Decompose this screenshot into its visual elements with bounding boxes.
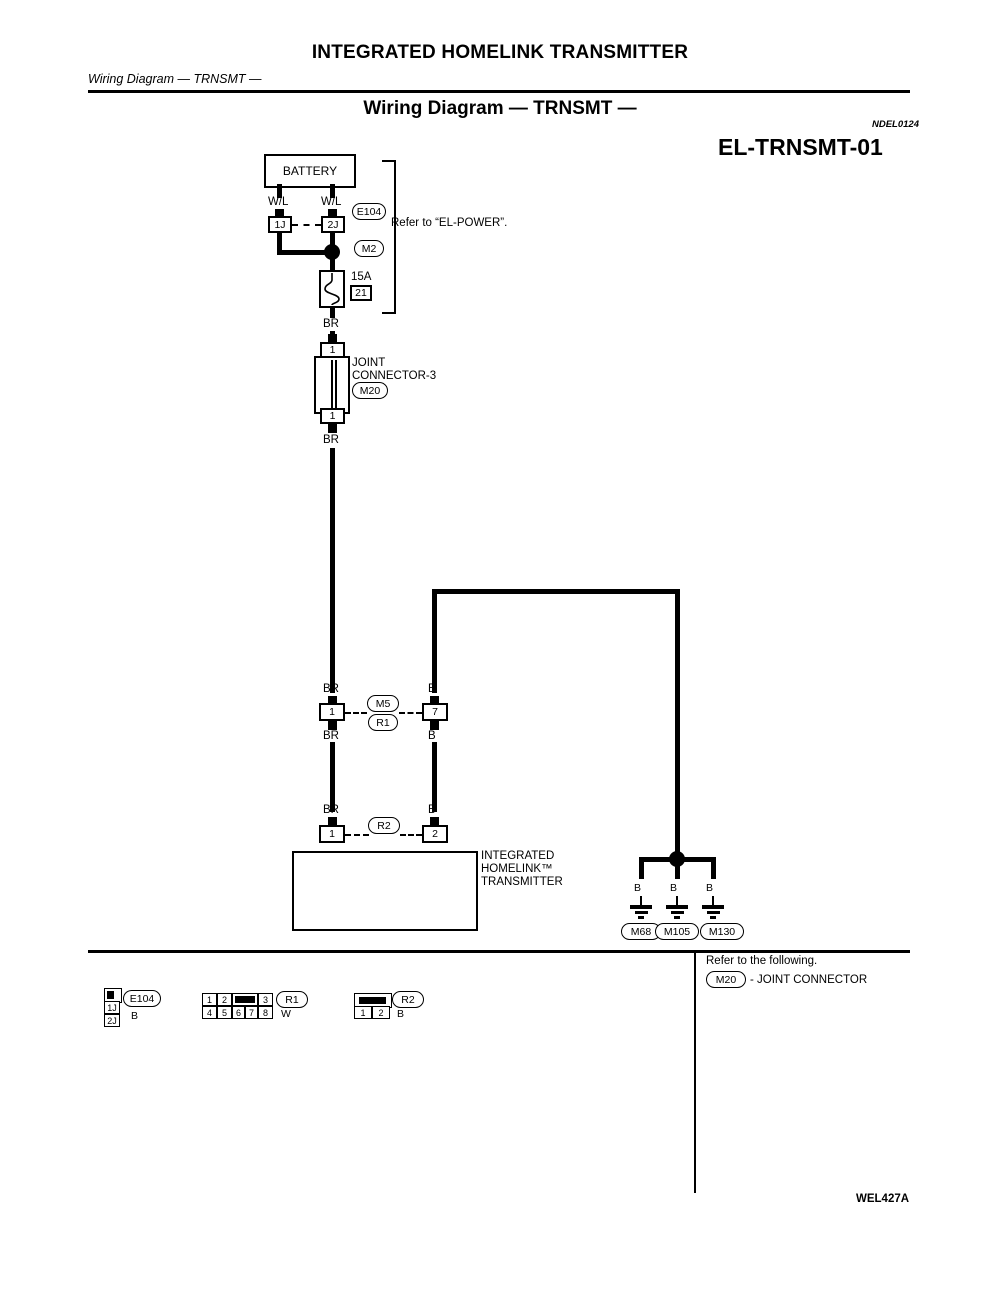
- joint-connector-body: [314, 356, 350, 414]
- bubble-r2-label: R2: [377, 819, 391, 832]
- connector-pin-m5-right: [422, 703, 448, 721]
- ground-wire-label-1: B: [670, 882, 678, 894]
- wire-label-wl-left: W/L: [268, 196, 289, 208]
- fuse-box: [319, 270, 345, 308]
- bubble-m2: [354, 240, 384, 257]
- joint-name-line2: CONNECTOR-3: [352, 370, 437, 382]
- wire-ground-m68: [639, 857, 644, 879]
- connector-view-r1-pin-2-label: 2: [221, 994, 227, 1005]
- connector-view-r1-pin-3-label: 3: [262, 994, 268, 1005]
- wire-b-bus: [432, 589, 680, 594]
- section-title: Wiring Diagram — TRNSMT —: [363, 98, 637, 119]
- bubble-e104: [352, 203, 386, 220]
- connector-view-r1-code-label: R1: [285, 993, 299, 1006]
- connector-view-r1-pin-7: [245, 1006, 258, 1019]
- wire-to-fuse: [330, 250, 335, 272]
- dashed-link-1j-2j: [292, 224, 321, 226]
- connector-view-r1-key: [235, 996, 255, 1003]
- bubble-r1: [368, 714, 398, 731]
- bubble-e104-label: E104: [356, 205, 382, 218]
- connector-pin-m5-left-label: 1: [329, 706, 335, 718]
- joint-pin-bottom: [320, 408, 345, 424]
- refer-bubble-m20-label: M20: [715, 973, 737, 986]
- bubble-r1-label: R1: [376, 716, 390, 729]
- section-divider: [88, 950, 910, 953]
- connector-view-e104-pin-1j-label: 1J: [107, 1002, 117, 1013]
- bubble-m2-label: M2: [361, 242, 377, 255]
- connector-pin-1j-label: 1J: [274, 218, 286, 231]
- power-bracket: [382, 160, 396, 314]
- wire-label-b-m5-top: B: [428, 683, 436, 695]
- wire-label-br-joint-out: BR: [323, 434, 339, 446]
- bubble-m130-label: M130: [708, 925, 736, 938]
- connector-view-r1-pin-4-label: 4: [206, 1007, 212, 1018]
- page-title: INTEGRATED HOMELINK TRANSMITTER: [311, 42, 689, 63]
- connector-pin-r2-left: [319, 825, 345, 843]
- connector-view-e104-code: [123, 990, 161, 1007]
- connector-view-r1-pin-5-label: 5: [221, 1007, 227, 1018]
- bubble-m68-label: M68: [630, 925, 652, 938]
- connector-view-r2-key: [359, 997, 386, 1004]
- bubble-m20: [352, 382, 388, 399]
- connector-view-r1-pin-8: [258, 1006, 273, 1019]
- running-head: Wiring Diagram — TRNSMT —: [88, 72, 262, 86]
- joint-connector-bar: [331, 360, 337, 414]
- refer-text: - JOINT CONNECTOR: [750, 974, 868, 986]
- connector-view-r2-pin-2-label: 2: [378, 1007, 384, 1018]
- connector-pin-1j: [268, 216, 292, 233]
- battery-box: [264, 154, 356, 188]
- fuse-number-box: [350, 285, 372, 301]
- joint-pin-bottom-label: 1: [329, 410, 336, 422]
- connector-view-r1-pin-6-label: 6: [235, 1007, 241, 1018]
- connector-pin-2j: [321, 216, 345, 233]
- bubble-m105-label: M105: [663, 925, 691, 938]
- connector-pin-r2-right-label: 2: [432, 828, 438, 840]
- header-divider: [88, 90, 910, 93]
- terminal-joint-bottom: [328, 424, 337, 433]
- ground-wire-label-0: B: [634, 882, 642, 894]
- connector-view-r1-pin-1: [202, 993, 217, 1006]
- dashed-link-r2-right: [400, 834, 422, 836]
- bubble-m105: [655, 923, 699, 940]
- joint-name-line1: JOINT: [352, 357, 386, 369]
- connector-view-e104-key: [107, 991, 114, 999]
- dashed-link-m5-right: [399, 712, 422, 714]
- terminal-m5-left-bottom: [328, 721, 337, 730]
- diagram-code: EL-TRNSMT-01: [718, 134, 883, 160]
- sheet-code: WEL427A: [856, 1193, 910, 1205]
- ground-symbol-icon-1: [664, 905, 690, 919]
- connector-view-r2-pin-1-label: 1: [360, 1007, 366, 1018]
- refer-bubble-m20: [706, 971, 746, 988]
- bubble-r2: [368, 817, 400, 834]
- bubble-m130: [700, 923, 744, 940]
- bubble-m5: [367, 695, 399, 712]
- connector-view-r2-code: [392, 991, 424, 1008]
- wire-label-br-fuse: BR: [323, 318, 339, 330]
- wire-label-br-m5-top: BR: [323, 683, 339, 695]
- figure-code: NDEL0124: [872, 119, 919, 130]
- connector-view-r1-pin-1-label: 1: [206, 994, 212, 1005]
- connector-pin-m5-right-label: 7: [432, 706, 438, 718]
- ground-symbol-icon-0: [628, 905, 654, 919]
- wire-b-right-down: [675, 589, 680, 859]
- connector-view-r1-pin-4: [202, 1006, 217, 1019]
- ground-wire-label-2: B: [706, 882, 714, 894]
- connector-view-e104-pin-1j: [104, 1001, 120, 1014]
- legend-vertical-divider: [694, 953, 696, 1193]
- connector-view-r1-pin-5: [217, 1006, 232, 1019]
- ground-symbol-icon-2: [700, 905, 726, 919]
- connector-view-e104-code-label: E104: [129, 992, 155, 1005]
- wire-b-left-down: [432, 589, 437, 693]
- wire-label-b-r2: B: [428, 804, 436, 816]
- connector-pin-m5-left: [319, 703, 345, 721]
- connector-view-r1-blank: [232, 993, 258, 1006]
- terminal-m5-right-bottom: [430, 721, 439, 730]
- connector-pin-2j-label: 2J: [327, 218, 339, 231]
- fuse-number-label: 21: [355, 287, 367, 299]
- connector-view-e104-pin-2j-label: 2J: [107, 1015, 117, 1026]
- connector-view-r2-color: B: [397, 1008, 405, 1020]
- dashed-link-m5-left: [345, 712, 367, 714]
- wire-ground-m105: [675, 857, 680, 879]
- bubble-m20-label: M20: [359, 384, 381, 397]
- fuse-symbol-icon: [321, 272, 343, 306]
- wire-label-br-m5-bottom: BR: [323, 730, 339, 742]
- wire-br-to-r2: [330, 742, 335, 812]
- fuse-rating-label: 15A: [351, 271, 372, 283]
- connector-view-r2-code-label: R2: [401, 993, 415, 1006]
- wire-label-wl-right: W/L: [321, 196, 342, 208]
- unit-label-line1: INTEGRATED: [481, 850, 555, 862]
- connector-pin-r2-left-label: 1: [329, 828, 335, 840]
- power-note: Refer to “EL-POWER”.: [391, 217, 508, 229]
- wire-ground-m130: [711, 857, 716, 879]
- battery-label: BATTERY: [282, 164, 338, 178]
- wire-br-long: [330, 448, 335, 693]
- homelink-transmitter-box: [292, 851, 478, 931]
- wire-label-br-r2: BR: [323, 804, 339, 816]
- wire-label-b-m5-bottom: B: [428, 730, 436, 742]
- connector-view-r1-code: [276, 991, 308, 1008]
- connector-view-r2-pin-2: [372, 1006, 390, 1019]
- connector-pin-r2-right: [422, 825, 448, 843]
- connector-view-r2-pin-1: [354, 1006, 372, 1019]
- connector-view-r1-pin-6: [232, 1006, 245, 1019]
- connector-view-r1-pin-7-label: 7: [248, 1007, 254, 1018]
- connector-view-r1-pin-3: [258, 993, 273, 1006]
- refer-note: Refer to the following.: [706, 955, 818, 967]
- unit-label-line2: HOMELINK™: [481, 863, 553, 875]
- unit-label-line3: TRANSMITTER: [481, 876, 563, 888]
- connector-view-e104-pin-2j: [104, 1014, 120, 1027]
- connector-view-r1-pin-8-label: 8: [262, 1007, 268, 1018]
- bubble-m5-label: M5: [375, 697, 391, 710]
- wire-b-to-r2: [432, 742, 437, 812]
- joint-pin-top-label: 1: [329, 344, 336, 356]
- connector-view-e104-color: B: [131, 1010, 139, 1022]
- connector-view-r1-pin-2: [217, 993, 232, 1006]
- connector-view-r1-color: W: [281, 1008, 291, 1020]
- dashed-link-r2-left: [345, 834, 369, 836]
